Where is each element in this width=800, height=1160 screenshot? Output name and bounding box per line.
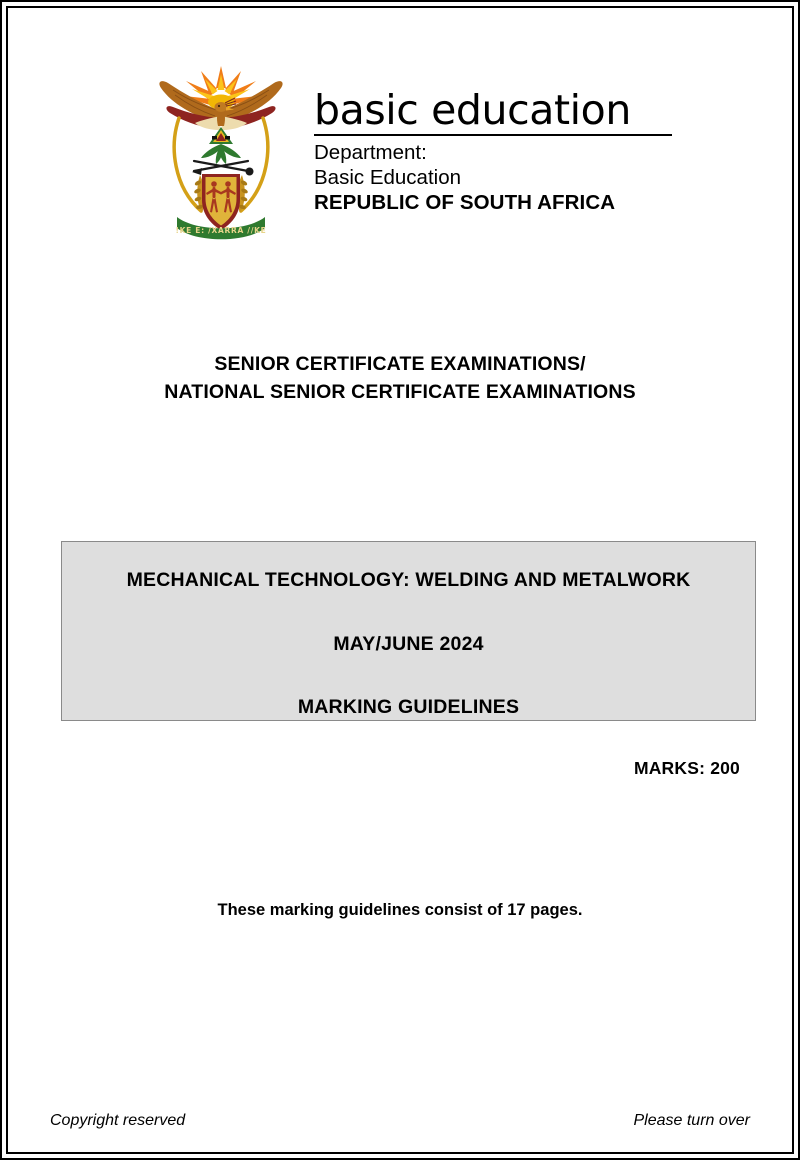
department-line-1: Department:	[314, 140, 427, 164]
exam-session: MAY/JUNE 2024	[333, 633, 484, 655]
brand-divider	[314, 134, 672, 136]
brand-title: basic education	[314, 86, 631, 134]
page-footer	[50, 1112, 750, 1130]
title-box	[61, 541, 756, 721]
page-inner-border	[6, 6, 794, 1154]
page-content	[8, 8, 792, 1152]
exam-heading	[44, 350, 756, 407]
page-count-note: These marking guidelines consist of 17 pages.	[217, 901, 583, 919]
masthead	[44, 8, 756, 248]
exam-heading-line-1: SENIOR CERTIFICATE EXAMINATIONS/	[214, 353, 586, 375]
subject-title: MECHANICAL TECHNOLOGY: WELDING AND METALWORK	[126, 569, 691, 591]
brand-block	[314, 86, 672, 215]
document-type: MARKING GUIDELINES	[297, 696, 520, 718]
department-line-2: Basic Education	[314, 165, 462, 189]
total-marks: MARKS: 200	[633, 758, 740, 778]
department-line-3: REPUBLIC OF SOUTH AFRICA	[314, 190, 616, 214]
footer-turn-over: Please turn over	[633, 1112, 750, 1129]
south-african-coat-of-arms-icon	[146, 52, 296, 248]
footer-copyright: Copyright reserved	[50, 1112, 186, 1129]
exam-heading-line-2: NATIONAL SENIOR CERTIFICATE EXAMINATIONS	[164, 381, 636, 404]
coat-of-arms-motto: !KE E: /XARRA //KE	[175, 226, 267, 235]
